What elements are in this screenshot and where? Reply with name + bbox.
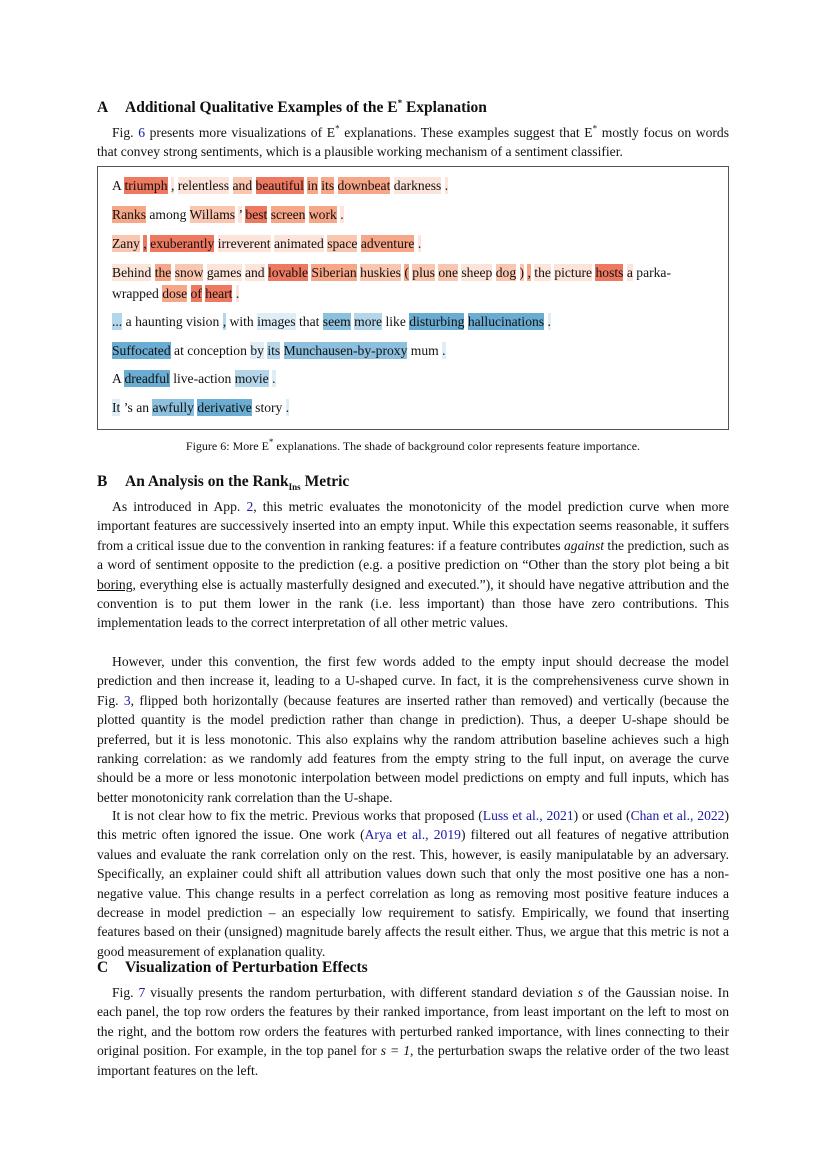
figure-6-box [97, 166, 729, 430]
example-sentence [112, 175, 716, 197]
highlighted-token: more [354, 314, 383, 329]
highlighted-token: Munchausen-by-proxy [283, 343, 408, 358]
highlighted-token: plus [412, 265, 435, 280]
highlighted-token: . [417, 236, 422, 251]
highlighted-token: . [272, 371, 276, 386]
highlighted-token: work [308, 207, 337, 222]
citation-link[interactable]: Arya et al., 2019 [364, 827, 461, 843]
example-sentence [112, 233, 716, 255]
highlighted-token: . [285, 400, 290, 415]
highlighted-token: snow [174, 265, 204, 280]
highlighted-token: and [232, 178, 253, 193]
highlighted-token: an [136, 400, 150, 415]
highlighted-token: mum [410, 343, 439, 358]
example-sentence [112, 397, 716, 419]
section-c-heading: C Visualization of Perturbation Effects [97, 959, 368, 976]
highlighted-token: awfully [152, 400, 194, 415]
example-sentence [112, 262, 716, 304]
example-sentence [112, 311, 716, 333]
example-sentence [112, 340, 716, 362]
highlighted-token: dose [162, 286, 188, 301]
highlighted-token: Ranks [112, 207, 146, 222]
figure-caption: Figure 6: More E* explanations. The shade of background color represents feature importance. [185, 437, 641, 453]
highlighted-token: ) [519, 265, 525, 280]
highlighted-token: haunting [135, 314, 183, 329]
highlighted-token: beautiful [255, 178, 304, 193]
highlighted-token: hallucinations [467, 314, 545, 329]
figure-ref-link[interactable]: 3 [123, 692, 131, 708]
section-number: B [97, 473, 108, 490]
highlighted-token: derivative [197, 400, 252, 415]
highlighted-token: sheep [461, 265, 493, 280]
highlighted-token: downbeat [337, 178, 391, 193]
highlighted-token: ’s [123, 400, 133, 415]
highlighted-token: heart [205, 286, 233, 301]
highlighted-token: images [257, 314, 296, 329]
highlighted-token: exuberantly [150, 236, 215, 251]
highlighted-token: . [235, 286, 240, 301]
example-sentence [112, 368, 716, 390]
highlighted-token: Behind [112, 265, 152, 280]
citation-link[interactable]: Chan et al., 2022 [630, 808, 725, 823]
highlighted-token: seem [322, 314, 351, 329]
section-a-heading: A Additional Qualitative Examples of the E* Explanation [97, 97, 487, 116]
highlighted-token: ’ [238, 207, 242, 222]
figure-ref-link[interactable]: 6 [138, 125, 145, 140]
highlighted-token: . [442, 343, 446, 358]
highlighted-token: ... [112, 314, 123, 329]
highlighted-token: its [267, 343, 281, 358]
highlighted-token: games [206, 265, 242, 280]
highlighted-token: dog [495, 265, 517, 280]
highlighted-token: Willams [189, 207, 236, 222]
highlighted-token: a [125, 314, 132, 329]
highlighted-token: the [154, 265, 172, 280]
highlighted-token: . [444, 178, 449, 193]
section-b-heading: B An Analysis on the Rank$_{Ins}$ Metric [97, 473, 350, 493]
highlighted-token: by [250, 343, 264, 358]
highlighted-token: vision [186, 314, 220, 329]
highlighted-token: adventure [360, 236, 415, 251]
highlighted-token: hosts [595, 265, 624, 280]
highlighted-token: , [527, 265, 531, 280]
highlighted-token: best [245, 207, 268, 222]
highlighted-token: of [190, 286, 202, 301]
section-b-paragraph-1: As introduced in App. 2, this metric evaluates the monotonicity of the model prediction curve when more important features are successively inserted into an empty input. While this expectation seems reasonable, it suffers from a critical issue due to the convention in ranking features: if a feature contributes against the prediction, such as a word of sentiment opposite to the prediction (e.g. a positive prediction on “Other than the story plot being a bit boring, everything else is actually masterfully designed and executed.”), it should have negative attribution and the convention is to put them lower in the rank (i.e. less important) than those have zero contributions. This implementation leads to the correct interpretation of all other metric values. [97, 499, 730, 631]
highlighted-token: parka-wrapped [112, 265, 671, 301]
highlighted-token: that [299, 314, 320, 329]
highlighted-token: huskies [360, 265, 401, 280]
highlighted-token: disturbing [409, 314, 465, 329]
highlighted-token: , [170, 178, 175, 193]
highlighted-token: its [321, 178, 335, 193]
highlighted-token: live-action [173, 371, 232, 386]
highlighted-token: irreverent [217, 236, 271, 251]
highlighted-token: Zany [112, 236, 140, 251]
highlighted-token: screen [270, 207, 306, 222]
highlighted-token: space [327, 236, 358, 251]
highlighted-token: in [307, 178, 318, 193]
highlighted-token: A [112, 371, 122, 386]
highlighted-token: dreadful [124, 371, 170, 386]
highlighted-token: animated [273, 236, 324, 251]
highlighted-token: at [174, 343, 184, 358]
section-a-paragraph: Fig. 6 presents more visualizations of E* explanations. These examples suggest that E* mostly focus on words that convey strong sentiments, which is a plausible working mechanism of a sentiment classifier. [97, 123, 729, 160]
citation-link[interactable]: Luss et al., 2021 [482, 808, 574, 823]
highlighted-token: darkness [393, 178, 442, 193]
appendix-ref-link[interactable]: 2 [246, 499, 254, 514]
highlighted-token: with [229, 314, 254, 329]
highlighted-token: conception [187, 343, 247, 358]
highlighted-token: , [222, 314, 227, 329]
highlighted-token: Suffocated [112, 343, 171, 358]
highlighted-token: relentless [177, 178, 230, 193]
highlighted-token: among [149, 207, 187, 222]
highlighted-token: the [534, 265, 551, 280]
highlighted-token: . [340, 207, 344, 222]
highlighted-token: triumph [124, 178, 168, 193]
highlighted-token: lovable [268, 265, 309, 280]
highlighted-token: ( [404, 265, 409, 280]
highlighted-token: like [385, 314, 406, 329]
section-c-paragraph: Fig. 7 visually presents the random perturbation, with different standard deviation s of the Gaussian noise. In each panel, the top row orders the features by their ranked importance, from least important on the left to most on the right, and the bottom row orders the features with perturbed ranked importance, with lines connecting to their original position. For example, in the top panel for s = 1, the perturbation swaps the relative order of the two least important features on the left. [97, 985, 729, 1078]
highlighted-token: movie [234, 371, 269, 386]
highlighted-token: , [143, 236, 147, 251]
highlighted-token: . [547, 314, 551, 329]
section-number: C [97, 959, 109, 976]
section-number: A [97, 99, 109, 116]
highlighted-token: a [626, 265, 633, 280]
figure-ref-link[interactable]: 7 [138, 985, 146, 1000]
highlighted-token: story [255, 400, 283, 415]
section-b-paragraph-2: However, under this convention, the first few words added to the empty input should decrease the model prediction and then increase it, leading to a U-shaped curve. In fact, it is the comprehensiveness curve shown in Fig. 3, flipped both horizontally (because features are inserted rather than removed) and vertically (because the plotted quantity is the model prediction rather than change in prediction). Thus, a deeper U-shape should be preferred, but it is less monotonic. This also explains why the random attribution baseline achieves such a high ranking correlation: as we randomly add features from the empty string to the full input, on average the curve should be a more or less monotonic interpolation between model predictions on empty and full inputs, which has better monotonicity rank correlation than the U-shape. [97, 654, 729, 805]
example-sentence [112, 204, 716, 226]
highlighted-token: and [244, 265, 265, 280]
highlighted-token: A [112, 178, 122, 193]
highlighted-token: It [112, 400, 121, 415]
highlighted-token: one [438, 265, 458, 280]
highlighted-token: Siberian [311, 265, 357, 280]
highlighted-token: picture [554, 265, 593, 280]
section-b-paragraph-3: It is not clear how to fix the metric. Previous works that proposed (Luss et al., 2021) or used (Chan et al., 2022) this metric often ignored the issue. One work (Arya et al., 2019) filtered out all features of negative attribution values and evaluate the rank correlation only on the rest. This, however, is easily manipulatable by an adversary. Specifically, an explainer could shift all attribution values down such that only the most positive one has a non-negative value. This change results in a perfect correlation as long as removing most positive feature induces a decrease in model prediction – an especially low requirement to satisfy. Empirically, we found that inserting features based on their (unsigned) magnitude barely affects the result either. Thus, we argue that this metric is not a good measurement of explanation quality. [97, 808, 729, 959]
